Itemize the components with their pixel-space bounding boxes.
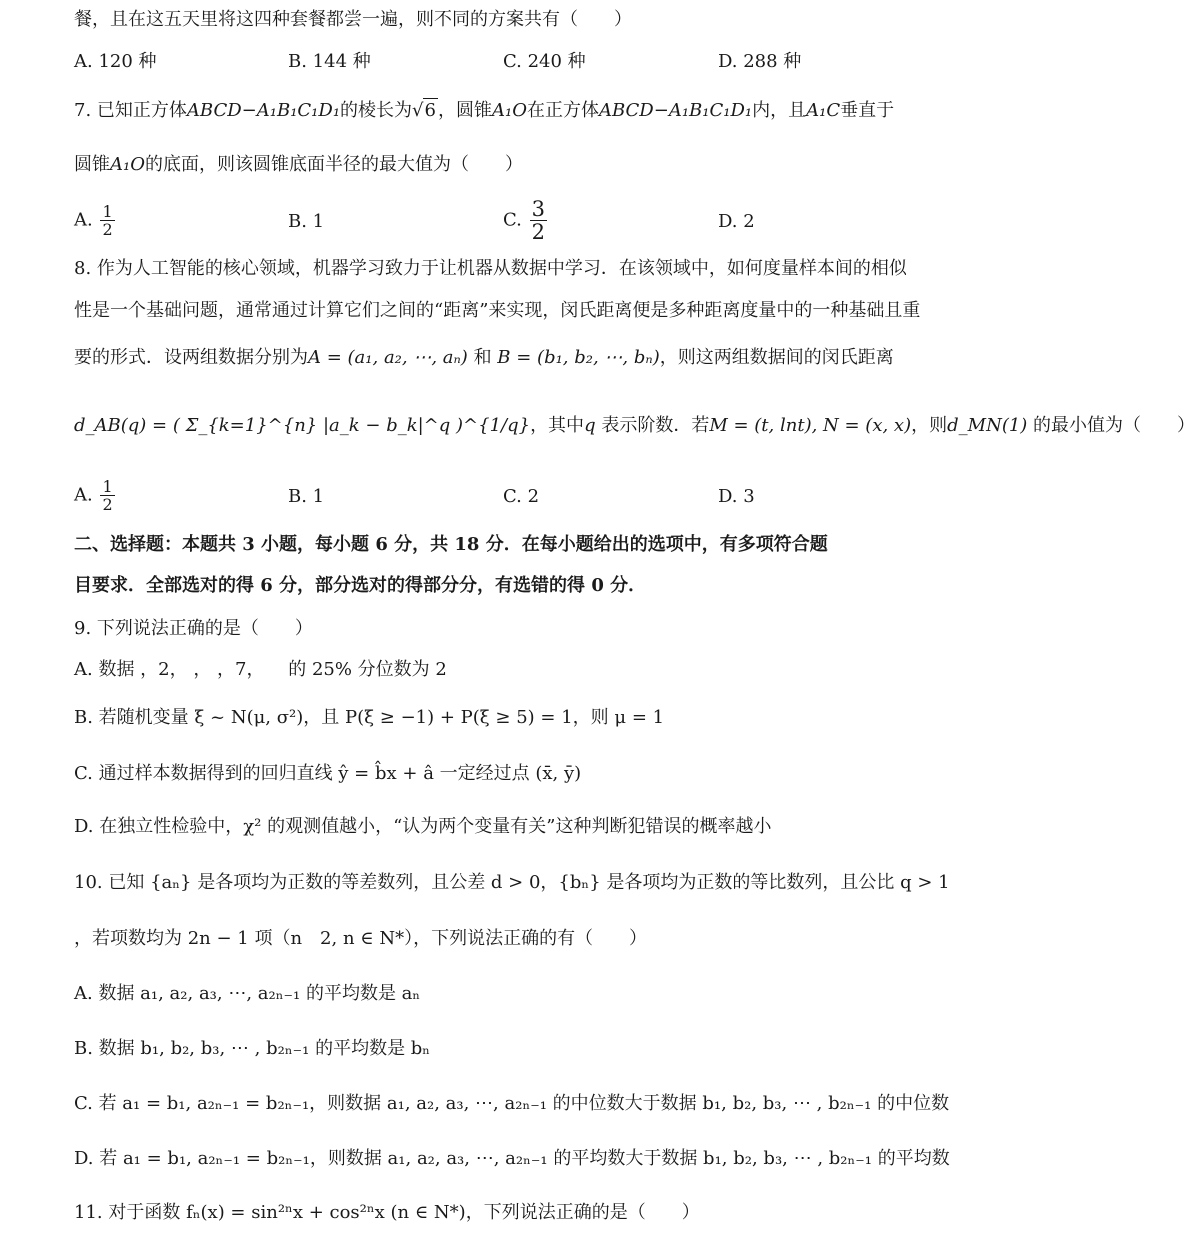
- q7-option-d: D. 2: [718, 211, 755, 232]
- minkowski-formula: d_AB(q) = ( Σ_{k=1}^{n} |a_k − b_k|^q )^{1/q}: [74, 415, 531, 436]
- q6-option-b: B. 144 种: [288, 51, 371, 72]
- q8-option-b: B. 1: [288, 486, 325, 507]
- q9-stem: 9. 下列说法正确的是（ ）: [74, 618, 313, 639]
- q7-stem-line1: 7. 已知正方体ABCD−A₁B₁C₁D₁的棱长为√6 ，圆锥A₁O在正方体ABCD−A₁B₁C₁D₁内，且A₁C垂直于: [74, 100, 895, 121]
- fraction: $\frac{1}{2}$: [102, 202, 113, 239]
- q6-stem-tail: 餐，且在这五天里将这四种套餐都尝一遍，则不同的方案共有（ ）: [74, 9, 632, 30]
- q10-stem-line2: ，若项数均为 2n − 1 项（n 2, n ∈ N*），下列说法正确的有（ ）: [74, 928, 648, 949]
- q10-option-b: B. 数据 b₁, b₂, b₃, ⋯ , b₂ₙ₋₁ 的平均数是 bₙ: [74, 1038, 431, 1059]
- q10-option-a: A. 数据 a₁, a₂, a₃, ⋯, a₂ₙ₋₁ 的平均数是 aₙ: [74, 983, 421, 1004]
- q10-option-c: C. 若 a₁ = b₁, a₂ₙ₋₁ = b₂ₙ₋₁，则数据 a₁, a₂, a₃, ⋯, a₂ₙ₋₁ 的中位数大于数据 b₁, b₂, b₃, ⋯ , b₂ₙ₋₁ 的中位数: [74, 1093, 950, 1114]
- q9-option-b: B. 若随机变量 ξ ~ N(μ, σ²)，且 P(ξ ≥ −1) + P(ξ ≥ 5) = 1，则 μ = 1: [74, 707, 665, 728]
- q6-option-a: A. 120 种: [74, 51, 157, 72]
- section2-heading-line2: 目要求．全部选对的得 6 分，部分选对的得部分分，有选错的得 0 分．: [74, 575, 647, 596]
- q9-option-d: D. 在独立性检验中，χ² 的观测值越小，“认为两个变量有关”这种判断犯错误的概率越小: [74, 816, 772, 837]
- q8-stem-line1: 8. 作为人工智能的核心领域，机器学习致力于让机器从数据中学习．在该领域中，如何度量样本间的相似: [74, 258, 907, 279]
- q6-option-c: C. 240 种: [503, 51, 586, 72]
- sqrt-radicand: 6: [424, 100, 436, 121]
- q10-stem-line1: 10. 已知 {aₙ} 是各项均为正数的等差数列，且公差 d > 0，{bₙ} 是各项均为正数的等比数列，且公比 q > 1: [74, 872, 950, 893]
- q9-option-c: C. 通过样本数据得到的回归直线 ŷ = b̂x + â 一定经过点 (x̄, ȳ): [74, 763, 582, 784]
- q8-option-d: D. 3: [718, 486, 755, 507]
- q9-option-a: A. 数据 ，2， ， ，7， 的 25% 分位数为 2: [74, 659, 447, 680]
- q8-option-a: A. $\frac{1}{2}$: [74, 477, 113, 514]
- q8-stem-line3: 要的形式．设两组数据分别为A = (a₁, a₂, ⋯, aₙ) 和 B = (b₁, b₂, ⋯, bₙ)，则这两组数据间的闵氏距离: [74, 347, 894, 368]
- fraction: $\frac{3}{2}$: [531, 197, 545, 244]
- q7-option-c: C. $\frac{3}{2}$: [503, 197, 545, 244]
- q7-option-a: A. $\frac{1}{2}$: [74, 202, 113, 239]
- q6-option-d: D. 288 种: [718, 51, 802, 72]
- section2-heading-line1: 二、选择题：本题共 3 小题，每小题 6 分，共 18 分．在每小题给出的选项中，有多项符合题: [74, 534, 828, 555]
- fraction: $\frac{1}{2}$: [102, 477, 113, 514]
- q10-option-d: D. 若 a₁ = b₁, a₂ₙ₋₁ = b₂ₙ₋₁，则数据 a₁, a₂, a₃, ⋯, a₂ₙ₋₁ 的平均数大于数据 b₁, b₂, b₃, ⋯ , b₂ₙ₋₁ 的平均数: [74, 1148, 950, 1169]
- q8-stem-line2: 性是一个基础问题，通常通过计算它们之间的“距离”来实现，闵氏距离便是多种距离度量中的一种基础且重: [74, 300, 921, 321]
- q8-stem-line4: d_AB(q) = ( Σ_{k=1}^{n} |a_k − b_k|^q )^{1/q}，其中q 表示阶数．若M = (t, lnt), N = (x, x)，则d_MN(1) 的最小值为（ ）: [74, 415, 1195, 436]
- sqrt-sign: √: [412, 100, 424, 121]
- q8-option-c: C. 2: [503, 486, 540, 507]
- q7-option-b: B. 1: [288, 211, 325, 232]
- q11-stem: 11. 对于函数 fₙ(x) = sin²ⁿx + cos²ⁿx (n ∈ N*)，下列说法正确的是（ ）: [74, 1202, 700, 1223]
- q7-stem-line2: 圆锥A₁O的底面，则该圆锥底面半径的最大值为（ ）: [74, 154, 523, 175]
